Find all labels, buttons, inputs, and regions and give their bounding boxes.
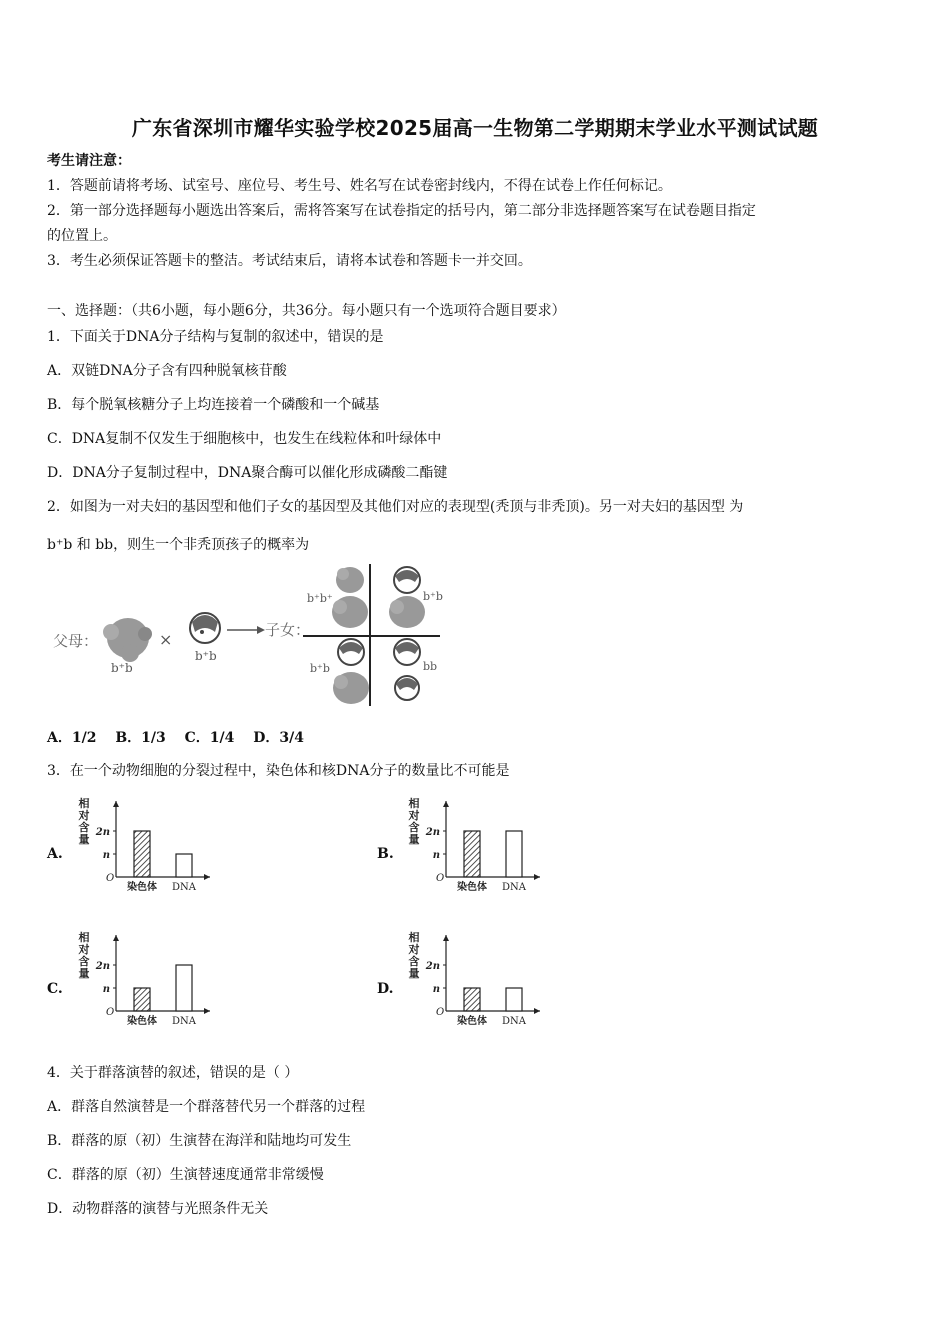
child-head-icon	[394, 639, 420, 700]
question-2-stem: 2．如图为一对夫妇的基因型和他们子女的基因型及其他们对应的表现型(秃顶与非秃顶)。另一对夫妇的基因型 为	[47, 499, 744, 515]
question-4-stem: 4．关于群落演替的叙述，错误的是（ ）	[47, 1065, 299, 1081]
question-1-stem: 1．下面关于DNA分子结构与复制的叙述中，错误的是	[47, 329, 384, 345]
q4-option-b[interactable]: B．群落的原（初）生演替在海洋和陆地均可发生	[47, 1133, 352, 1149]
cell-genotype: b⁺b⁺	[307, 592, 333, 605]
y-axis-label: 含	[408, 821, 420, 834]
y-tick-label: 2n	[95, 827, 110, 838]
y-axis-arrow	[113, 935, 119, 941]
y-tick-label: 2n	[95, 961, 110, 972]
y-axis-arrow	[113, 801, 119, 807]
question-3-stem: 3．在一个动物细胞的分裂过程中，染色体和核DNA分子的数量比不可能是	[47, 763, 510, 779]
x-category-label: 染色体	[457, 882, 487, 893]
notice-item: 的位置上。	[47, 228, 117, 244]
bar-chart-a	[70, 795, 220, 895]
q2-option-b[interactable]: B．1/3	[115, 730, 166, 746]
bar-dna	[176, 965, 192, 1011]
father-head-icon	[103, 618, 152, 662]
x-axis-arrow	[204, 874, 210, 880]
q4-option-a[interactable]: A．群落自然演替是一个群落替代另一个群落的过程	[47, 1099, 366, 1115]
y-tick-label: n	[102, 984, 110, 995]
child-head-icon	[332, 567, 368, 628]
cell-genotype: b⁺b	[423, 590, 443, 603]
bar-chart-c	[70, 929, 220, 1029]
q2-option-c[interactable]: C．1/4	[184, 730, 235, 746]
baldness-inheritance-figure	[45, 560, 465, 710]
cell-genotype: b⁺b	[310, 662, 330, 675]
x-category-label: DNA	[502, 882, 526, 893]
y-axis-label: 对	[408, 809, 420, 822]
chart-c-label[interactable]: C.	[47, 981, 63, 997]
chart-a-label[interactable]: A.	[47, 846, 63, 862]
chart-b-label[interactable]: B.	[377, 846, 394, 862]
cell-genotype: bb	[423, 660, 438, 673]
x-axis-arrow	[534, 874, 540, 880]
x-category-label: 染色体	[127, 1016, 157, 1027]
y-tick-label: n	[432, 984, 440, 995]
page-title: 广东省深圳市耀华实验学校2025届高一生物第二学期期末学业水平测试试题	[131, 116, 819, 140]
q1-option-a[interactable]: A．双链DNA分子含有四种脱氧核苷酸	[47, 363, 287, 379]
mother-genotype: b⁺b	[195, 649, 217, 663]
bar-chromosome	[464, 831, 480, 877]
cross-symbol: ×	[159, 630, 173, 649]
mother-head-icon	[190, 613, 220, 643]
y-axis-arrow	[443, 935, 449, 941]
y-axis-label: 相	[78, 931, 90, 944]
q1-option-d[interactable]: D．DNA分子复制过程中，DNA聚合酶可以催化形成磷酸二酯键	[47, 465, 448, 481]
q1-option-b[interactable]: B．每个脱氧核糖分子上均连接着一个磷酸和一个碱基	[47, 397, 380, 413]
q2-options	[47, 729, 318, 747]
y-axis-label: 量	[78, 967, 90, 980]
y-axis-label: 对	[78, 943, 90, 956]
y-axis-arrow	[443, 801, 449, 807]
y-axis-label: 含	[78, 821, 90, 834]
y-axis-label: 含	[78, 955, 90, 968]
bar-chromosome	[464, 988, 480, 1011]
notice-item: 2．第一部分选择题每小题选出答案后，需将答案写在试卷指定的括号内，第二部分非选择题答案写在试卷题目指定	[47, 203, 756, 219]
origin-label: O	[106, 1007, 115, 1018]
y-axis-label: 对	[78, 809, 90, 822]
y-axis-label: 含	[408, 955, 420, 968]
bar-dna	[506, 831, 522, 877]
x-category-label: 染色体	[457, 1016, 487, 1027]
y-tick-label: 2n	[425, 961, 440, 972]
y-axis-label: 量	[78, 833, 90, 846]
y-axis-label: 量	[408, 967, 420, 980]
notice-item: 1．答题前请将考场、试室号、座位号、考生号、姓名写在试卷密封线内，不得在试卷上作任何标记。	[47, 178, 672, 194]
child-head-icon	[389, 567, 425, 628]
q4-option-c[interactable]: C．群落的原（初）生演替速度通常非常缓慢	[47, 1167, 324, 1183]
notice-item: 3．考生必须保证答题卡的整洁。考试结束后，请将本试卷和答题卡一并交回。	[47, 253, 532, 269]
q2-option-d[interactable]: D．3/4	[253, 730, 305, 746]
y-axis-label: 相	[408, 931, 420, 944]
bar-chromosome	[134, 988, 150, 1011]
y-tick-label: 2n	[425, 827, 440, 838]
q4-option-d[interactable]: D．动物群落的演替与光照条件无关	[47, 1201, 269, 1217]
x-axis-arrow	[534, 1008, 540, 1014]
y-axis-label: 对	[408, 943, 420, 956]
x-category-label: DNA	[172, 882, 196, 893]
question-2-stem-cont: b⁺b 和 bb，则生一个非秃顶孩子的概率为	[47, 537, 310, 553]
origin-label: O	[106, 873, 115, 884]
section-heading: 一、选择题：（共6小题，每小题6分，共36分。每小题只有一个选项符合题目要求）	[47, 303, 566, 319]
bar-dna	[176, 854, 192, 877]
y-axis-label: 量	[408, 833, 420, 846]
offspring-label: 子女：	[265, 621, 311, 639]
x-category-label: 染色体	[127, 882, 157, 893]
origin-label: O	[436, 873, 445, 884]
chart-d-label[interactable]: D.	[377, 981, 394, 997]
origin-label: O	[436, 1007, 445, 1018]
bar-dna	[506, 988, 522, 1011]
child-head-icon	[333, 639, 369, 704]
y-axis-label: 相	[408, 797, 420, 810]
y-tick-label: n	[432, 850, 440, 861]
q1-option-c[interactable]: C．DNA复制不仅发生于细胞核中，也发生在线粒体和叶绿体中	[47, 431, 442, 447]
q2-option-a[interactable]: A．1/2	[47, 730, 97, 746]
bar-chart-b	[400, 795, 550, 895]
y-tick-label: n	[102, 850, 110, 861]
father-genotype: b⁺b	[111, 661, 133, 675]
x-category-label: DNA	[502, 1016, 526, 1027]
y-axis-label: 相	[78, 797, 90, 810]
notice-heading: 考生请注意：	[47, 153, 131, 169]
x-axis-arrow	[204, 1008, 210, 1014]
bar-chart-d	[400, 929, 550, 1029]
parents-label: 父母：	[53, 632, 99, 650]
bar-chromosome	[134, 831, 150, 877]
x-category-label: DNA	[172, 1016, 196, 1027]
